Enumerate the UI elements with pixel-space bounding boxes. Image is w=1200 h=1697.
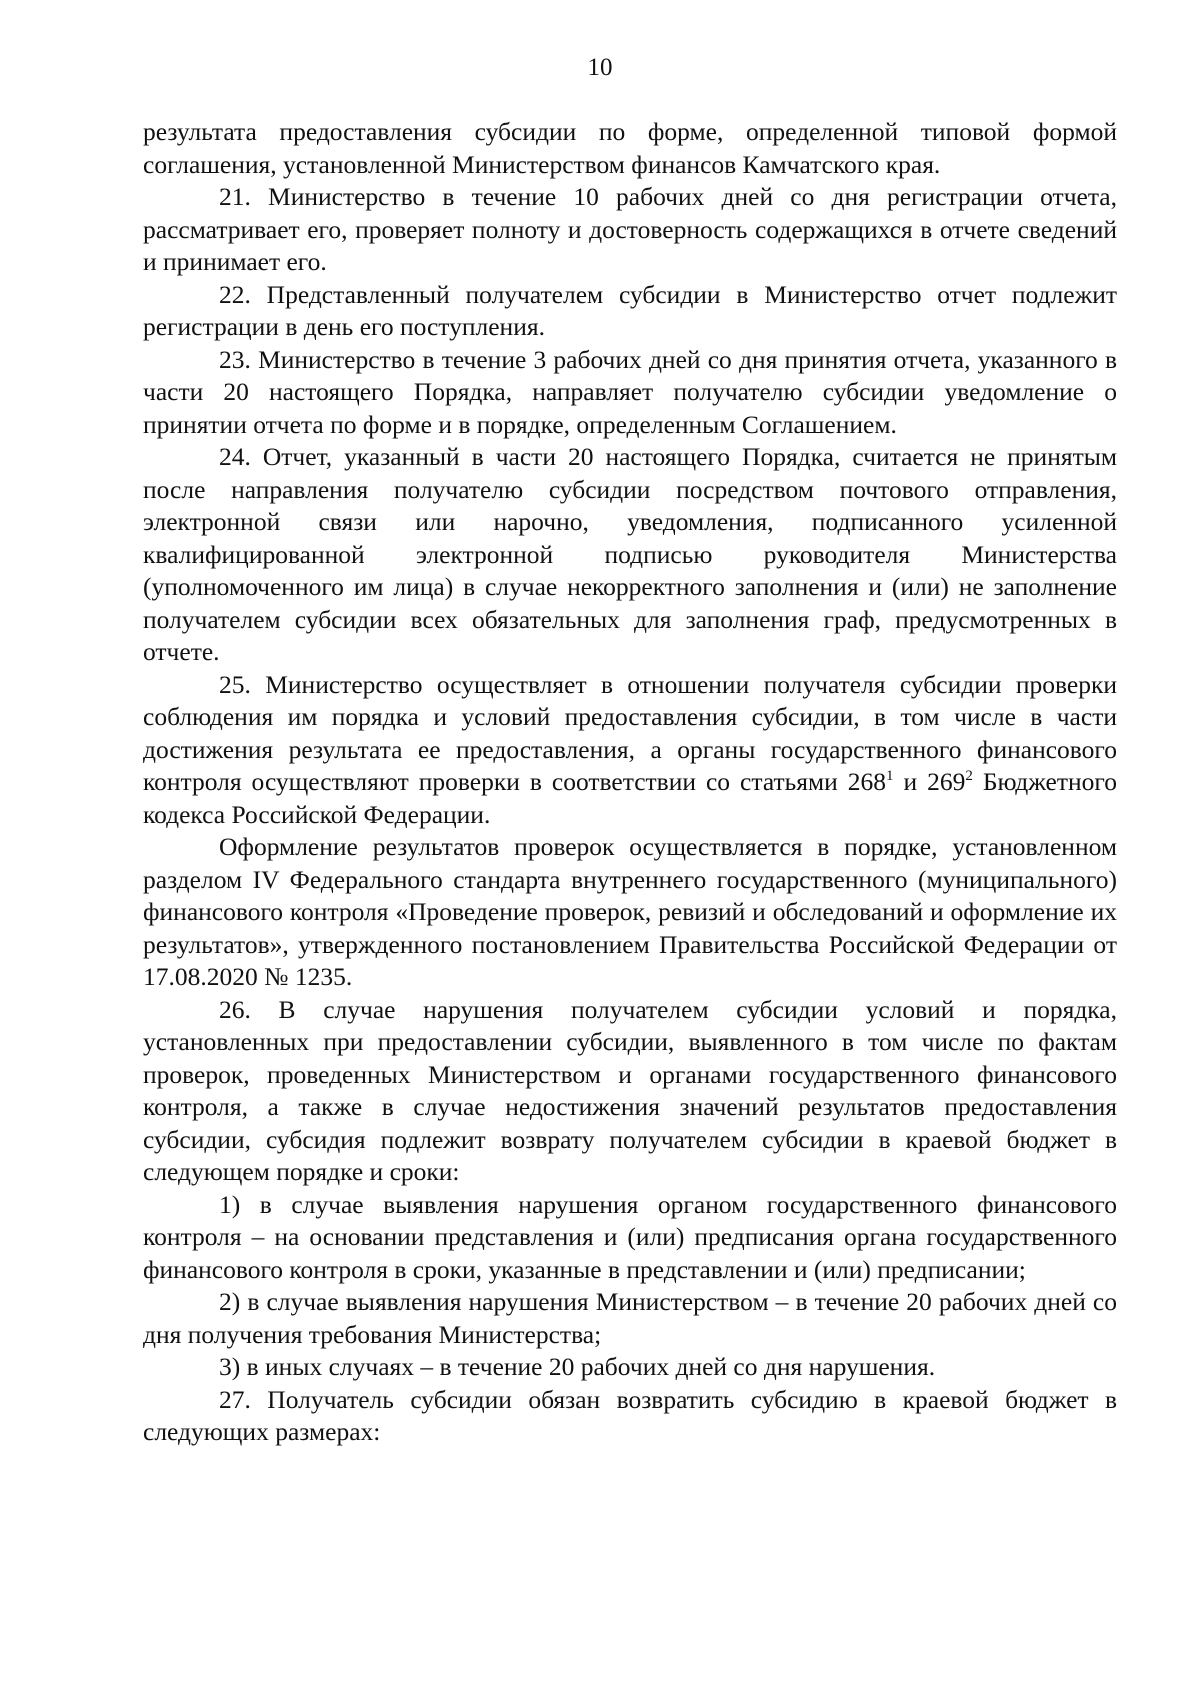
paragraph-26-item-1: 1) в случае выявления нарушения органом государственного финансового контроля – на основании представления и (или) предписания органа государственного финансового контроля в сроки, указанные в представлении и (или) предписании;: [143, 1189, 1117, 1284]
paragraph-25: [143, 669, 1117, 832]
paragraph-25-text-middle: и 269: [893, 767, 966, 796]
paragraph-26-item-3: 3) в иных случаях – в течение 20 рабочих дней со дня нарушения.: [219, 1352, 936, 1381]
paragraph-25-text-before: 25. Министерство осуществляет в отношении получателя субсидии проверки соблюдения им порядка и условий предоставления субсидии, в том числе в части достижения результата ее предоставления, а органы государственного финансового контроля осуществляют проверки в соответствии со статьями 268: [143, 669, 1117, 796]
paragraph-26-item-2: 2) в случае выявления нарушения Министерством – в течение 20 рабочих дней со дня получения требования Министерства;: [143, 1287, 1117, 1349]
paragraph-23: 23. Министерство в течение 3 рабочих дней со дня принятия отчета, указанного в части 20 настоящего Порядка, направляет получателю субсидии уведомление о принятии отчета по форме и в порядке, определенным Соглашением.: [143, 344, 1117, 439]
superscript-2: 2: [965, 768, 973, 784]
superscript-1: 1: [886, 768, 894, 784]
paragraph-26: 26. В случае нарушения получателем субсидии условий и порядка, установленных при предоставлении субсидии, выявленного в том числе по фактам проверок, проведенных Министерством и органами государственного финансового контроля, а также в случае недостижения значений результатов предоставления субсидии, субсидия подлежит возврату получателем субсидии в краевой бюджет в следующем порядке и сроки:: [143, 994, 1117, 1186]
page-number: 10: [587, 54, 613, 81]
paragraph-24: 24. Отчет, указанный в части 20 настоящего Порядка, считается не принятым после направления получателю субсидии посредством почтового отправления, электронной связи или нарочно, уведомления, подписанного усиленной квалифицированной электронной подписью руководителя Министерства (уполномоченного им лица) в случае некорректного заполнения и (или) не заполнение получателем субсидии всех обязательных для заполнения граф, предусмотренных в отчете.: [143, 442, 1117, 666]
paragraph-25-text-after: Бюджетного кодекса Российской Федерации.: [143, 767, 1117, 829]
paragraph-21: 21. Министерство в течение 10 рабочих дней со дня регистрации отчета, рассматривает его, проверяет полноту и достоверность содержащихся в отчете сведений и принимает его.: [143, 182, 1117, 276]
paragraph-27: 27. Получатель субсидии обязан возвратить субсидию в краевой бюджет в следующих размерах:: [143, 1384, 1117, 1446]
document-body: [143, 116, 1117, 1449]
paragraph-continuation: результата предоставления субсидии по форме, определенной типовой формой соглашения, установленной Министерством финансов Камчатского края.: [143, 117, 1117, 179]
paragraph-22: 22. Представленный получателем субсидии в Министерство отчет подлежит регистрации в день его поступления.: [143, 279, 1117, 341]
paragraph-25-formatting: Оформление результатов проверок осуществляется в порядке, установленном разделом IV Федерального стандарта внутреннего государственного (муниципального) финансового контроля «Проведение проверок, ревизий и обследований и оформление их результатов», утвержденного постановлением Правительства Российской Федерации от 17.08.2020 № 1235.: [143, 832, 1117, 991]
